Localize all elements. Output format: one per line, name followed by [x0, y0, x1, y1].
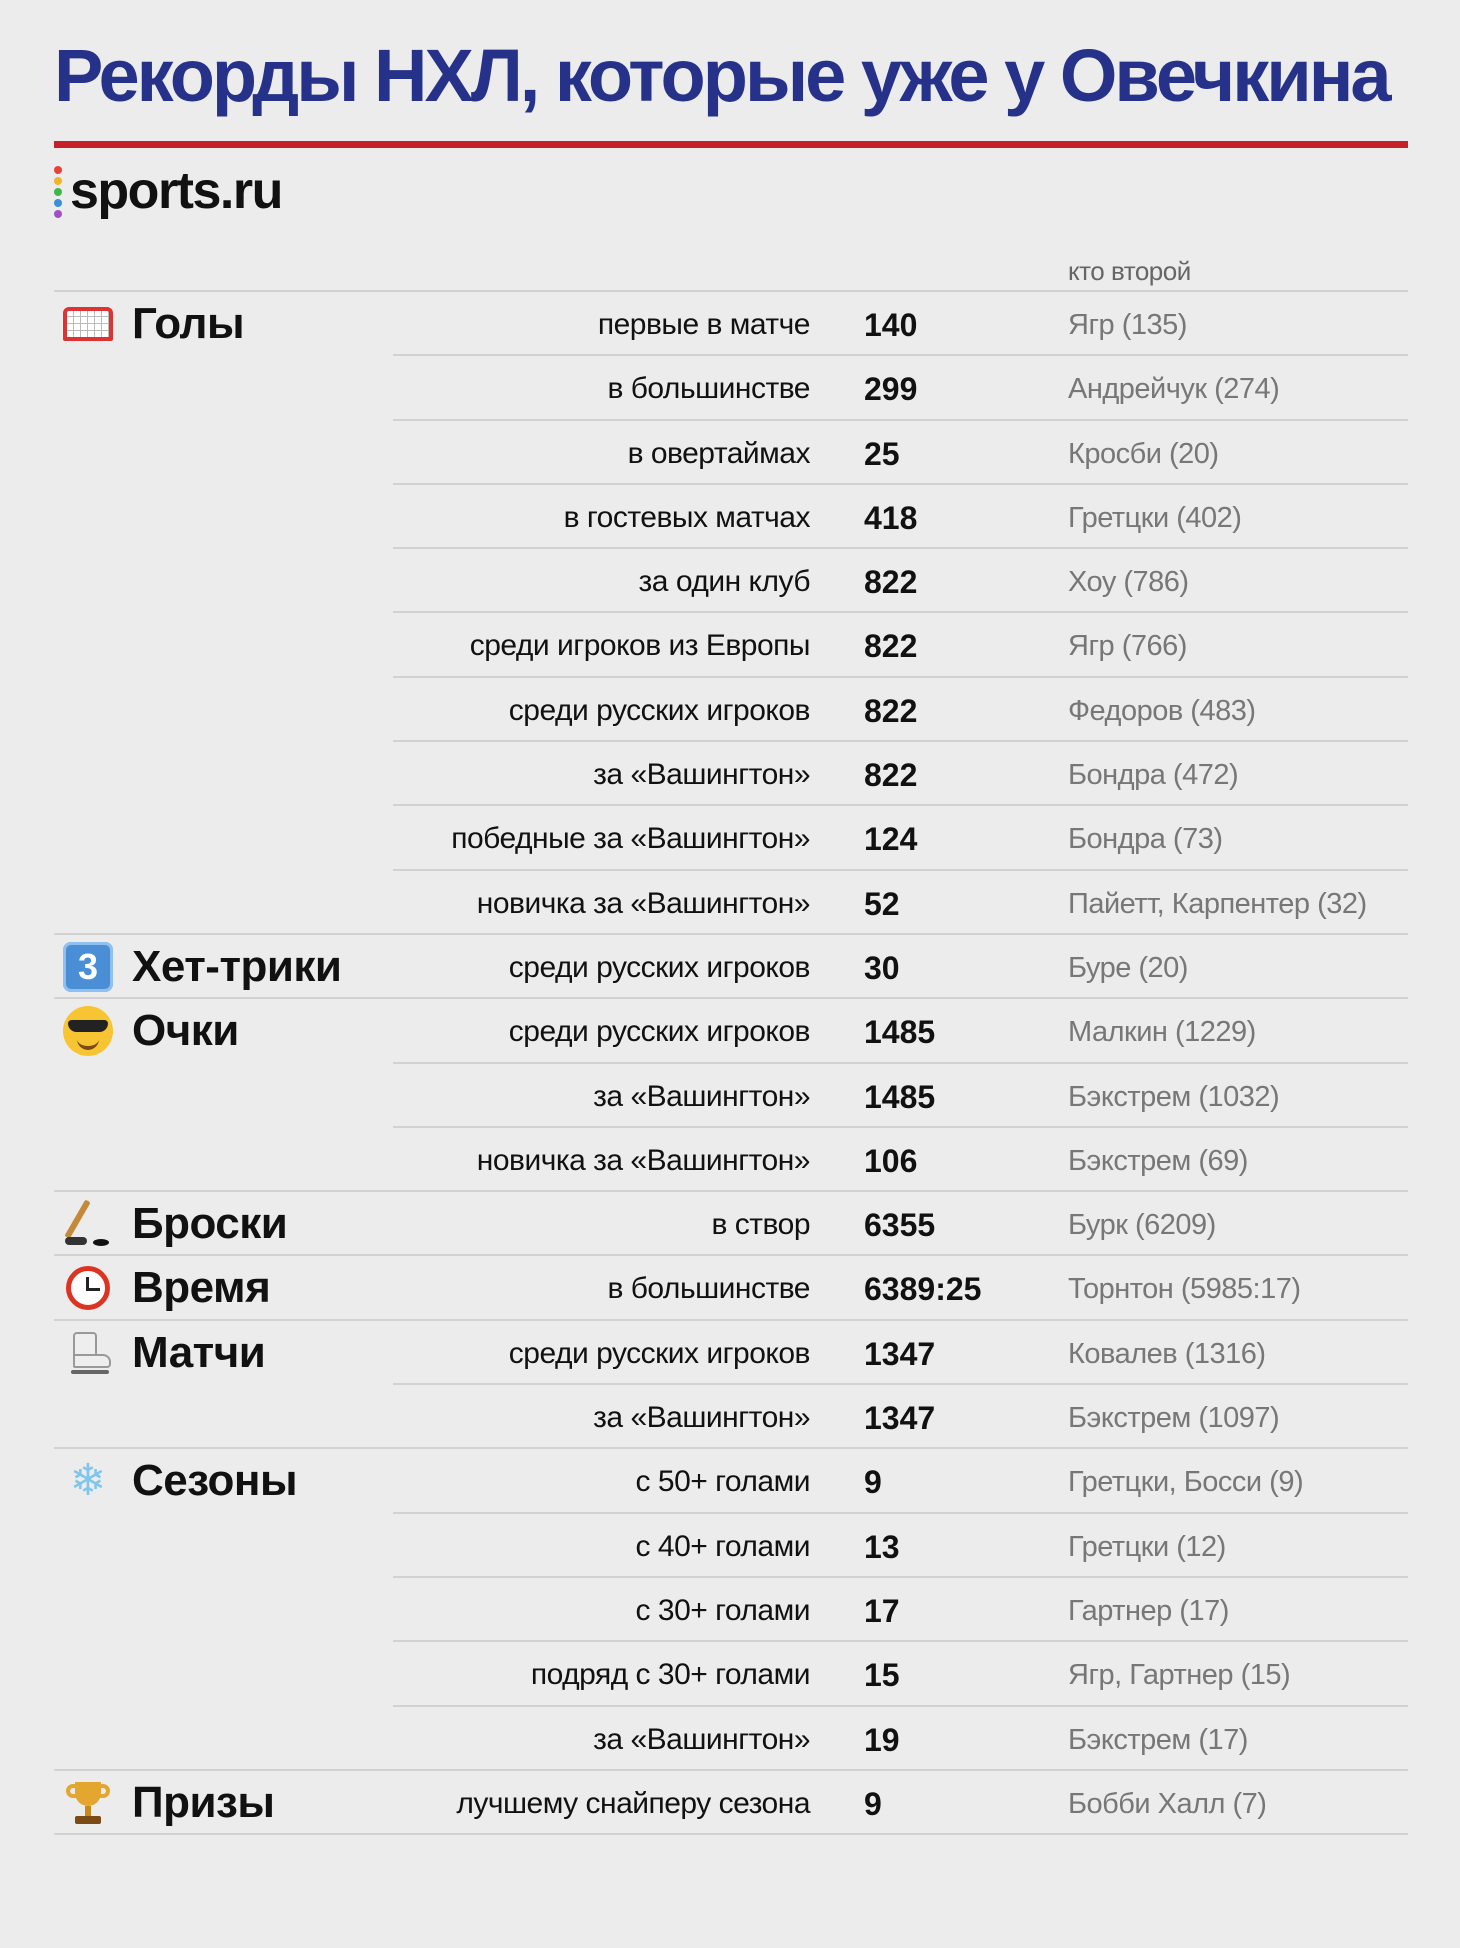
table-row	[0, 1385, 1460, 1449]
record-value: 106	[864, 1142, 918, 1179]
runner-up: Федоров (483)	[1068, 694, 1256, 727]
runner-up: Бобби Халл (7)	[1068, 1787, 1267, 1820]
record-value: 19	[864, 1721, 900, 1758]
runner-up: Андрейчук (274)	[1068, 373, 1280, 406]
record-description: среди русских игроков	[508, 1015, 810, 1049]
category-name: Голы	[132, 299, 245, 348]
record-value: 9	[864, 1785, 882, 1822]
table-row	[0, 1128, 1460, 1192]
table-row	[0, 613, 1460, 677]
table-row	[0, 421, 1460, 485]
runner-up: Бэкстрем (1032)	[1068, 1080, 1280, 1113]
brand-dot	[54, 210, 62, 218]
table-row	[0, 549, 1460, 613]
record-description: среди русских игроков	[508, 950, 810, 984]
record-value: 1485	[864, 1014, 936, 1051]
record-description: с 50+ голами	[635, 1465, 810, 1499]
record-value: 822	[864, 564, 918, 601]
record-value: 124	[864, 821, 918, 858]
category-name: Матчи	[132, 1327, 266, 1377]
runner-up: Бэкстрем (69)	[1068, 1144, 1248, 1177]
runner-up: Пайетт, Карпентер (32)	[1068, 887, 1367, 920]
category-header	[60, 1449, 297, 1513]
record-description: с 40+ голами	[635, 1529, 810, 1563]
record-description: среди русских игроков	[508, 693, 810, 727]
record-value: 6389:25	[864, 1271, 982, 1308]
table-row	[0, 1064, 1460, 1128]
record-description: первые в матче	[597, 308, 810, 341]
table-row	[0, 1256, 1460, 1320]
table-row	[0, 485, 1460, 549]
runner-up: Ягр, Гартнер (15)	[1068, 1659, 1291, 1692]
runner-up: Хоу (786)	[1068, 566, 1189, 599]
record-value: 1347	[864, 1335, 936, 1372]
record-description: с 30+ голами	[635, 1593, 810, 1627]
record-value: 822	[864, 628, 918, 665]
table-row	[0, 1771, 1460, 1835]
record-description: среди русских игроков	[508, 1336, 810, 1370]
record-value: 13	[864, 1528, 900, 1565]
record-value: 822	[864, 692, 918, 729]
category-header	[60, 1192, 287, 1256]
table-row	[0, 1321, 1460, 1385]
table-row	[0, 999, 1460, 1063]
record-description: за «Вашингтон»	[593, 1401, 810, 1435]
runner-up: Гартнер (17)	[1068, 1594, 1229, 1627]
runner-up: Ковалев (1316)	[1068, 1337, 1266, 1370]
table-row	[0, 1707, 1460, 1771]
record-value: 299	[864, 371, 918, 408]
record-description: среди игроков из Европы	[469, 629, 810, 663]
record-description: в створ	[711, 1208, 810, 1242]
category-header	[60, 1256, 270, 1320]
record-description: за «Вашингтон»	[593, 1722, 810, 1756]
runner-up: Ягр (135)	[1068, 309, 1187, 341]
goal-net-icon	[60, 296, 116, 352]
record-value: 6355	[864, 1207, 936, 1244]
record-value: 9	[864, 1464, 882, 1501]
record-description: в гостевых матчах	[563, 500, 810, 534]
record-description: в большинстве	[607, 1272, 810, 1306]
category-header	[60, 292, 244, 356]
runner-up: Ягр (766)	[1068, 630, 1187, 663]
category-header	[60, 999, 239, 1063]
table-row	[0, 742, 1460, 806]
table-row	[0, 1514, 1460, 1578]
record-description: за один клуб	[638, 565, 810, 599]
brand-dot	[54, 199, 62, 207]
table-row	[0, 1642, 1460, 1706]
record-description: в овертаймах	[627, 436, 810, 470]
record-description: лучшему снайперу сезона	[456, 1786, 810, 1820]
record-value: 1347	[864, 1400, 936, 1437]
alarm-clock-icon	[60, 1260, 116, 1316]
record-value: 140	[864, 307, 918, 343]
snowflake-icon: ❄	[69, 1456, 107, 1506]
table-row	[0, 292, 1460, 356]
table-row	[0, 356, 1460, 420]
record-description: новичка за «Вашингтон»	[476, 1143, 810, 1177]
brand-dot	[54, 166, 62, 174]
ice-skate-icon	[60, 1325, 116, 1381]
runner-up: Кросби (20)	[1068, 437, 1219, 470]
brand-dot	[54, 188, 62, 196]
brand-dots	[54, 166, 62, 218]
number-three-icon: 3	[60, 939, 116, 995]
record-value: 822	[864, 757, 918, 794]
record-value: 52	[864, 885, 900, 922]
brand-logo	[54, 160, 282, 222]
trophy-icon	[60, 1775, 116, 1831]
record-description: победные за «Вашингтон»	[451, 822, 810, 856]
table-row	[0, 1578, 1460, 1642]
record-value: 30	[864, 949, 900, 986]
table-row	[0, 678, 1460, 742]
record-value: 17	[864, 1592, 900, 1629]
category-name: Очки	[132, 1006, 239, 1056]
runner-up: Малкин (1229)	[1068, 1016, 1256, 1049]
category-name: Сезоны	[132, 1456, 298, 1506]
runner-up: Бэкстрем (1097)	[1068, 1402, 1280, 1435]
category-header	[60, 1321, 265, 1385]
page-title: Рекорды НХЛ, которые уже у Овечкина	[54, 34, 1389, 117]
runner-up: Бондра (472)	[1068, 759, 1239, 792]
category-name: Броски	[132, 1199, 288, 1249]
runner-up: Гретцки, Босси (9)	[1068, 1466, 1304, 1499]
record-description: подряд с 30+ голами	[530, 1658, 810, 1692]
runner-up: Гретцки (12)	[1068, 1530, 1226, 1563]
category-name: Хет-трики	[132, 941, 342, 991]
runner-up: Буре (20)	[1068, 951, 1188, 984]
hockey-stick-icon	[60, 1196, 116, 1252]
runner-up: Бурк (6209)	[1068, 1209, 1216, 1242]
sunglasses-face-icon	[60, 1003, 116, 1059]
category-name: Время	[132, 1263, 271, 1313]
brand-name: sports.ru	[70, 162, 282, 220]
record-description: в большинстве	[607, 372, 810, 406]
record-description: за «Вашингтон»	[593, 758, 810, 792]
record-value: 1485	[864, 1078, 936, 1115]
table-row	[0, 806, 1460, 870]
runner-up: Бондра (73)	[1068, 823, 1223, 856]
runner-up: Торнтон (5985:17)	[1068, 1273, 1301, 1306]
record-value: 418	[864, 499, 918, 536]
record-description: новичка за «Вашингтон»	[476, 886, 810, 920]
category-header	[60, 935, 341, 999]
table-row	[0, 1192, 1460, 1256]
table-row	[0, 1449, 1460, 1513]
column-header-second: кто второй	[1068, 256, 1191, 286]
records-table	[0, 292, 1460, 1835]
title-underline	[54, 141, 1408, 148]
record-description: за «Вашингтон»	[593, 1079, 810, 1113]
table-row	[0, 871, 1460, 935]
category-header	[60, 1771, 275, 1835]
table-row	[0, 935, 1460, 999]
record-value: 15	[864, 1657, 900, 1694]
brand-dot	[54, 177, 62, 185]
runner-up: Бэкстрем (17)	[1068, 1723, 1248, 1756]
category-name: Призы	[132, 1777, 275, 1827]
row-divider	[54, 1833, 1408, 1835]
record-value: 25	[864, 435, 900, 472]
runner-up: Гретцки (402)	[1068, 501, 1242, 534]
